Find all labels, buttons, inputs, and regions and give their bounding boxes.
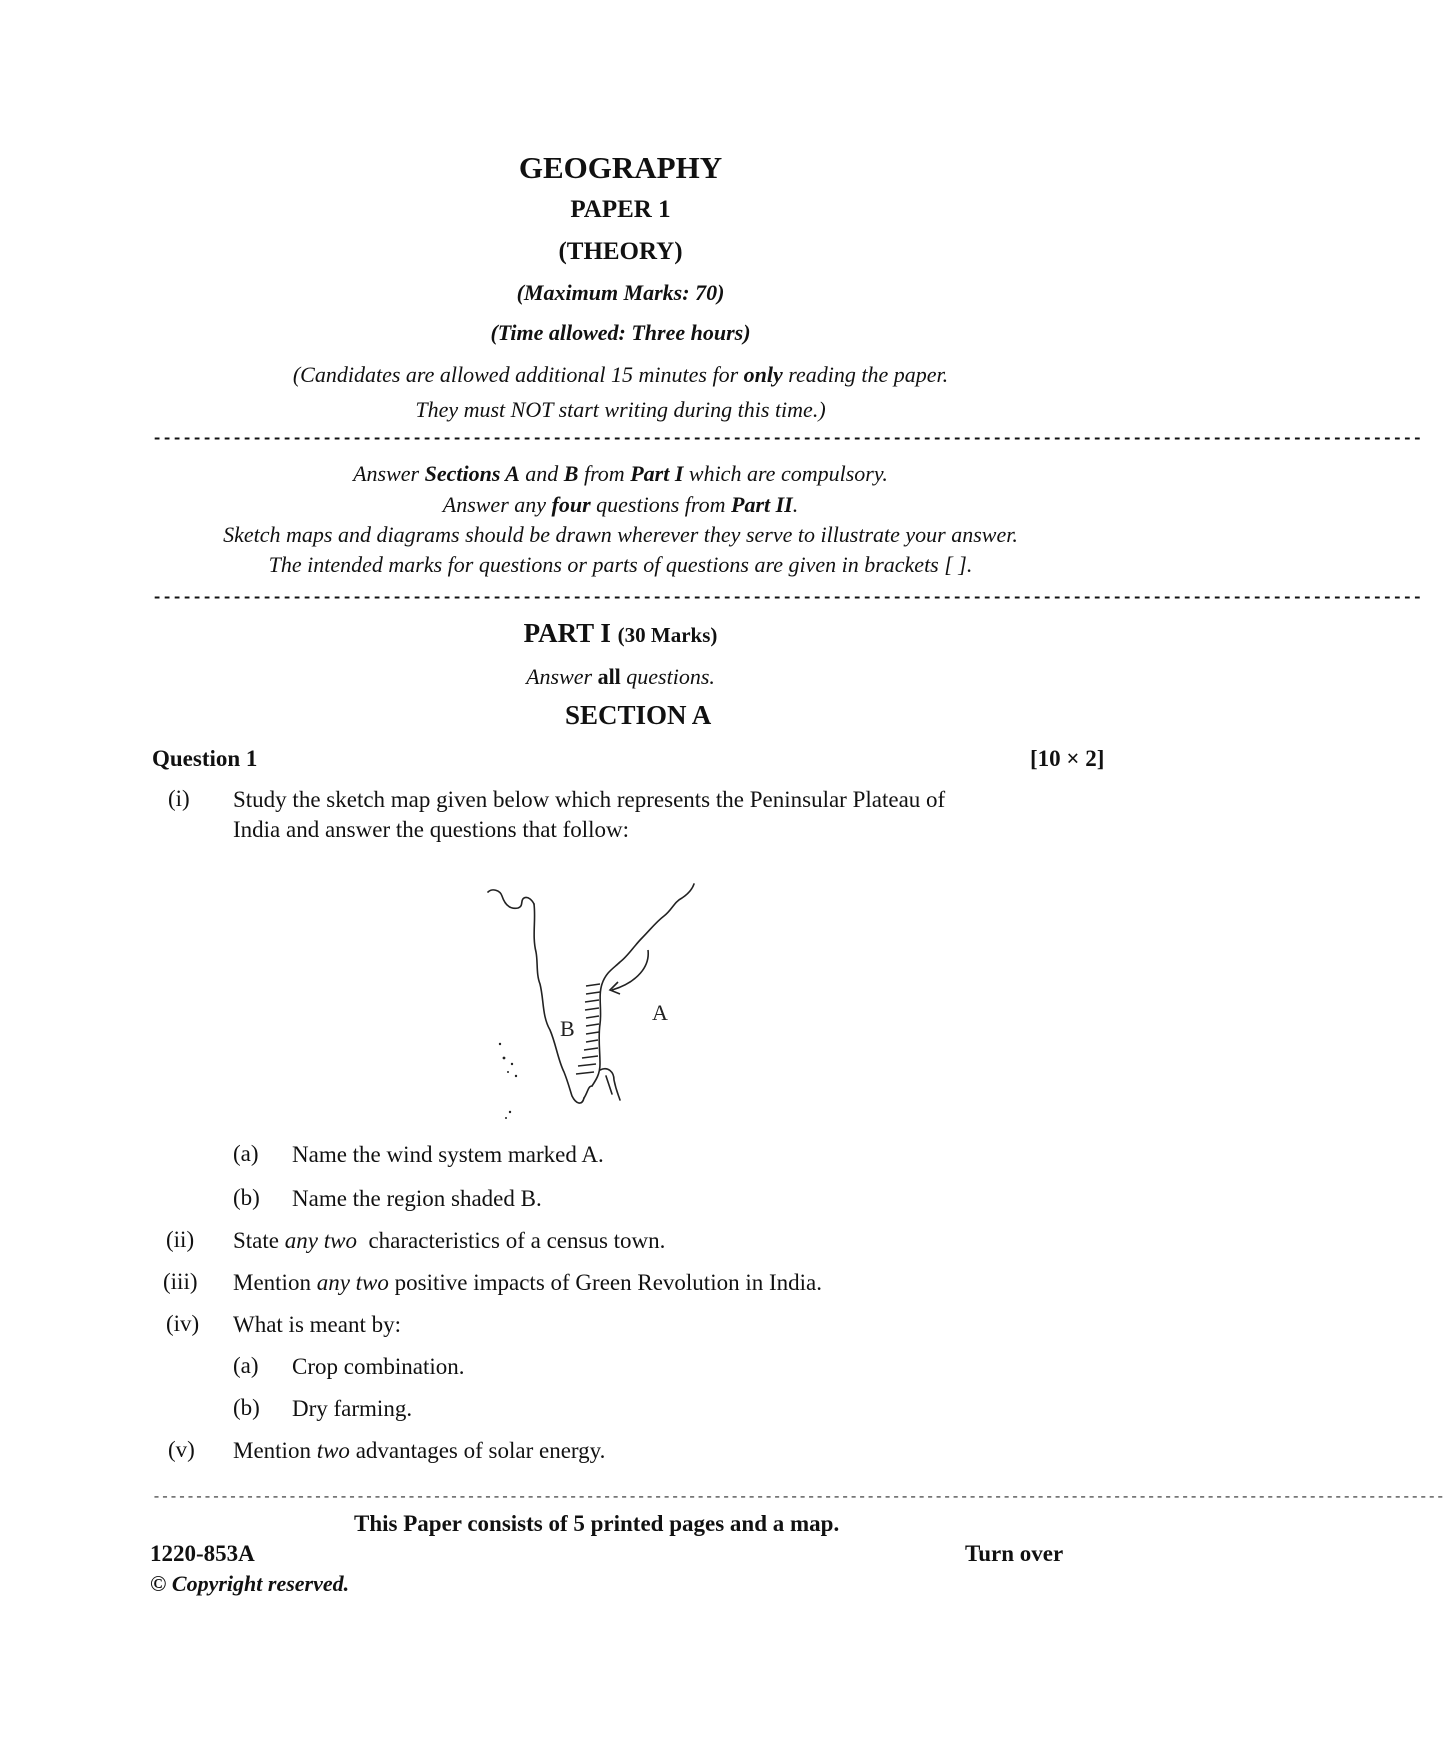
- instr2-run: questions from: [590, 492, 731, 517]
- instr2-bold: four: [551, 492, 591, 517]
- subq-ii-run: State: [233, 1228, 285, 1253]
- subq-i-b-number: (b): [233, 1185, 260, 1210]
- wind-arrow-a: [612, 950, 648, 990]
- subq-v-italic: two: [316, 1438, 350, 1463]
- subq-i-a-number: (a): [233, 1141, 259, 1166]
- footer-divider: --------------------------------------------------------------------------------------------------------------------------------------------------------: [152, 1489, 1444, 1506]
- lakshadweep-islands: [499, 1043, 517, 1119]
- turn-over: Turn over: [965, 1541, 1064, 1566]
- instruction-line-3: Sketch maps and diagrams should be drawn wherever they serve to illustrate your answer.: [223, 522, 1018, 547]
- subq-ii-text: [233, 1227, 665, 1255]
- max-marks: (Maximum Marks: 70): [516, 280, 725, 305]
- subq-v-run: Mention: [233, 1438, 317, 1463]
- sri-lanka-detail: [606, 1076, 612, 1094]
- section-heading: SECTION A: [565, 700, 712, 730]
- instr1-run: Answer: [353, 461, 425, 486]
- subq-iv-number: (iv): [166, 1311, 200, 1336]
- instr1-run: which are compulsory.: [683, 461, 888, 486]
- subq-i-number: (i): [168, 786, 190, 811]
- answer-all-note: [0, 664, 1241, 690]
- paper-code: 1220-853A: [150, 1541, 255, 1566]
- paper-number: PAPER 1: [570, 196, 671, 223]
- copyright: © Copyright reserved.: [150, 1571, 350, 1596]
- subq-ii-italic: any two: [284, 1228, 357, 1253]
- subq-iv-b-number: (b): [233, 1395, 260, 1420]
- subq-v-text: [233, 1437, 605, 1465]
- subq-i-b-text: Name the region shaded B.: [292, 1186, 542, 1211]
- subq-iv-a-text: Crop combination.: [292, 1354, 465, 1379]
- pages-note: This Paper consists of 5 printed pages and a map.: [354, 1511, 840, 1536]
- subq-iii-run: positive impacts of Green Revolution in India.: [388, 1270, 822, 1295]
- subq-iii-text: [233, 1269, 822, 1297]
- map-label-a: A: [652, 1000, 668, 1025]
- part-marks: (30 Marks): [617, 623, 718, 647]
- subq-iv-text: What is meant by:: [233, 1312, 401, 1337]
- reading-time-bold: only: [743, 362, 783, 387]
- instruction-line-4: The intended marks for questions or parts of questions are given in brackets [ ].: [268, 552, 973, 577]
- time-allowed: (Time allowed: Three hours): [490, 320, 751, 345]
- kutch-coast: [488, 890, 534, 908]
- part-heading: [0, 618, 1241, 649]
- east-coast: [592, 884, 694, 1086]
- subject-title: GEOGRAPHY: [518, 150, 723, 185]
- reading-time-post: reading the paper.: [782, 362, 949, 387]
- answer-all-bold: all: [597, 664, 621, 689]
- paper-type: (THEORY): [558, 238, 683, 265]
- subq-ii-number: (ii): [166, 1227, 195, 1252]
- subq-iv-b-text: Dry farming.: [292, 1396, 413, 1421]
- divider-top: -------------------------------------------------------------------------------------------------------------------------------: [152, 430, 1423, 449]
- region-b-hatching: [576, 984, 600, 1074]
- instr2-run: Answer any: [442, 492, 552, 517]
- question-label: Question 1: [152, 746, 258, 771]
- subq-iv-a-number: (a): [233, 1353, 259, 1378]
- subq-i-text-line2: India and answer the questions that follow:: [233, 817, 630, 842]
- instruction-line-2: [0, 492, 1241, 518]
- part-title: PART I: [523, 618, 611, 648]
- subq-v-run: advantages of solar energy.: [349, 1438, 606, 1463]
- subq-iii-italic: any two: [316, 1270, 389, 1295]
- question-marks: [10 × 2]: [1030, 746, 1105, 771]
- answer-all-run: Answer: [526, 664, 598, 689]
- subq-v-number: (v): [168, 1437, 195, 1462]
- sri-lanka-outline: [600, 1069, 620, 1100]
- south-tip: [584, 1086, 592, 1098]
- west-coast: [534, 904, 584, 1103]
- subq-iii-number: (iii): [163, 1269, 198, 1294]
- map-label-b: B: [560, 1016, 575, 1041]
- instruction-line-1: [0, 461, 1241, 487]
- no-writing-note: They must NOT start writing during this time.): [415, 397, 826, 422]
- instr2-run: .: [792, 492, 799, 517]
- subq-i-a-text: Name the wind system marked A.: [292, 1142, 604, 1167]
- divider-bottom: -------------------------------------------------------------------------------------------------------------------------------: [152, 589, 1423, 608]
- peninsular-plateau-sketch-map: [480, 880, 770, 1130]
- instr1-bold: B: [563, 461, 579, 486]
- instr1-run: and: [519, 461, 564, 486]
- instr2-bold: Part II: [731, 492, 793, 517]
- subq-i-text-line1: Study the sketch map given below which represents the Peninsular Plateau of: [233, 787, 946, 812]
- answer-all-run: questions.: [620, 664, 715, 689]
- subq-ii-run: characteristics of a census town.: [356, 1228, 666, 1253]
- instr1-run: from: [578, 461, 631, 486]
- subq-iii-run: Mention: [233, 1270, 317, 1295]
- reading-time-note: [0, 362, 1241, 388]
- reading-time-pre: (Candidates are allowed additional 15 minutes for: [292, 362, 744, 387]
- instr1-bold: Part I: [630, 461, 684, 486]
- instr1-bold: Sections A: [424, 461, 520, 486]
